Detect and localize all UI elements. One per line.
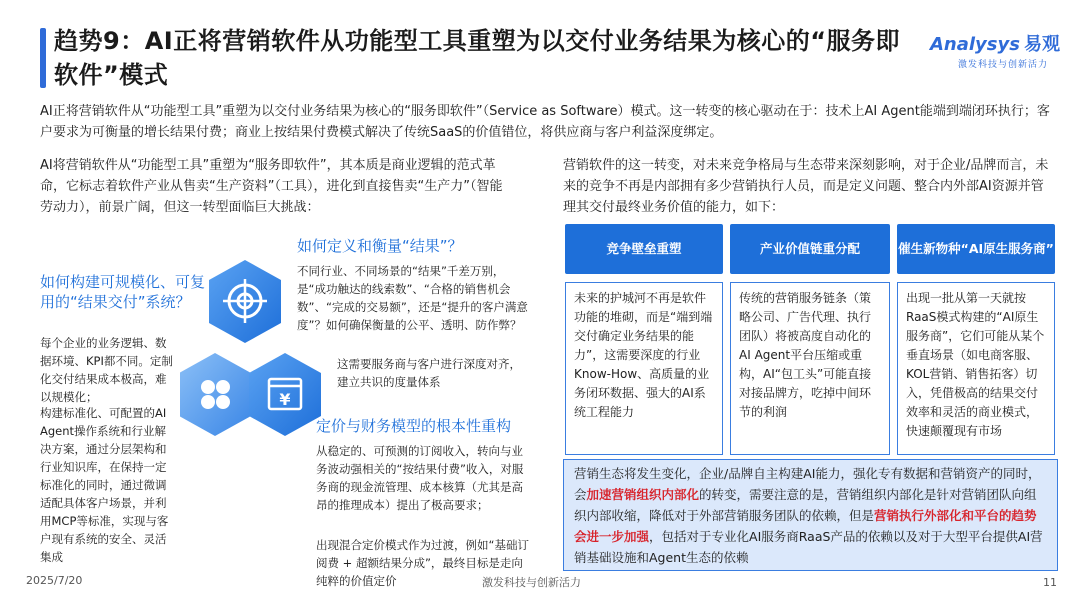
- hexagon-diagram: [180, 255, 340, 445]
- summary-box: [563, 459, 1058, 571]
- page-title: 趋势9：AI正将营销软件从功能型工具重塑为以交付业务结果为核心的“服务即软件”模式: [54, 27, 900, 89]
- right-intro-paragraph: 营销软件的这一转变，对未来竞争格局与生态带来深刻影响，对于企业/品牌而言，未来的竞争不再是内部拥有多少营销执行人员，而是定义问题、整合内外部AI资源并管理其交付最终业务价值的能力，如下：: [563, 158, 1049, 215]
- yen-hexagon: [249, 353, 321, 436]
- footer-date: 2025/7/20: [26, 574, 83, 587]
- challenge-modular-body-2: 构建标准化、可配置的AI Agent操作系统和行业解决方案，通过分层架构和行业知识库，在保持一定标准化的同时，通过微调适配具体客户场景，并利用MCP等标准，实现与客户现有系统的安全、灵活集成: [40, 406, 169, 564]
- title-accent-bar: [40, 28, 46, 88]
- challenge-pricing-heading: 定价与财务模型的根本性重构: [316, 417, 512, 435]
- challenge-define-body-1: 不同行业、不同场景的“结果”千差万别，是“成功触达的线索数”、“合格的销售机会数”、“完成的交易额”，还是“提升的客户满意度”？如何确保衡量的公平、透明、防作弊？: [297, 264, 528, 332]
- challenge-pricing-body-1: 从稳定的、可预测的订阅收入，转向与业务波动强相关的“按结果付费”收入，对服务商的现金流管理、成本核算（尤其是高昂的推理成本）提出了极高要求；: [316, 444, 524, 512]
- logo: [930, 30, 1070, 74]
- summary-text-3: ，包括对于专业化AI服务商RaaS产品的依赖以及对于大型平台提供AI营销基础设施和Agent生态的依赖: [574, 529, 1043, 565]
- card-body-new-species: 出现一批从第一天就按RaaS模式构建的“AI原生服务商”，它们可能从某个垂直场景（如电商客服、KOL营销、销售拓客）切入，凭借极高的结果交付效率和灵活的商业模式，快速颠覆现有市场: [897, 282, 1055, 455]
- intro-paragraph: AI正将营销软件从“功能型工具”重塑为以交付业务结果为核心的“服务即软件”（Service as Software）模式。这一转变的核心驱动在于：技术上AI Agent能端到端闭环执行；客户要求为可衡量的增长结果付费；商业上按结果付费模式解决了传统SaaS的价值错位，将供应商与客户利益深度绑定。: [40, 104, 1050, 140]
- challenge-modular-heading: 如何构建可规模化、可复用的“结果交付”系统？: [40, 273, 206, 311]
- svg-text:¥: ¥: [279, 390, 291, 409]
- summary-emphasis-1: 加速营销组织内部化: [586, 487, 700, 502]
- challenge-modular-body-1: 每个企业的业务逻辑、数据环境、KPI都不同。定制化交付结果成本极高，难以规模化；: [40, 336, 173, 404]
- challenge-define-body-2: 这需要服务商与客户进行深度对齐，建立共识的度量体系: [337, 357, 521, 389]
- card-body-value-chain: 传统的营销服务链条（策略公司、广告代理、执行团队）将被高度自动化的AI Agent平台压缩或重构，AI“包工头”可能直接对接品牌方，吃掉中间环节的利润: [730, 282, 890, 455]
- logo-name-cn: 易观: [1023, 34, 1060, 55]
- logo-slogan: 激发科技与创新活力: [958, 60, 1049, 70]
- logo-brand: Analysys: [930, 34, 1020, 55]
- card-body-competition: 未来的护城河不再是软件功能的堆砌，而是“端到端交付确定业务结果的能力”，这需要深度的行业Know-How、高质量的业务闭环数据、强大的AI系统工程能力: [565, 282, 723, 455]
- page-number: 11: [1043, 576, 1057, 589]
- card-head-competition: 竞争壁垒重塑: [565, 224, 723, 274]
- card-head-value-chain: 产业价值链重分配: [730, 224, 890, 274]
- challenge-define-heading: 如何定义和衡量“结果”？: [297, 237, 463, 255]
- summary-text-2: 的转变，需要注意的是，营销组织内部化是针对营销团队向组织内部收缩，降低对于外部营销服务团队的依赖，但是: [574, 487, 1037, 523]
- left-intro-paragraph: AI将营销软件从“功能型工具”重塑为“服务即软件”，其本质是商业逻辑的范式革命，它标志着软件产业从售卖“生产资料”（工具），进化到直接售卖“生产力”（智能劳动力），前景广阔，但这一转型面临巨大挑战：: [40, 158, 503, 215]
- summary-text-1: 营销生态将发生变化，企业/品牌自主构建AI能力，强化专有数据和营销资产的同时，会: [574, 466, 1041, 502]
- grid-hexagon: [180, 353, 251, 436]
- footer-slogan: 激发科技与创新活力: [482, 576, 581, 589]
- challenge-pricing-body-2: 出现混合定价模式作为过渡，例如“基础订阅费 + 超额结果分成”，最终目标是走向纯粹的价值定价: [316, 538, 529, 588]
- card-head-new-species: 催生新物种“AI原生服务商”: [897, 224, 1055, 274]
- summary-emphasis-2: 营销执行外部化和平台的趋势会进一步加强: [574, 508, 1037, 544]
- target-hexagon: [209, 260, 281, 343]
